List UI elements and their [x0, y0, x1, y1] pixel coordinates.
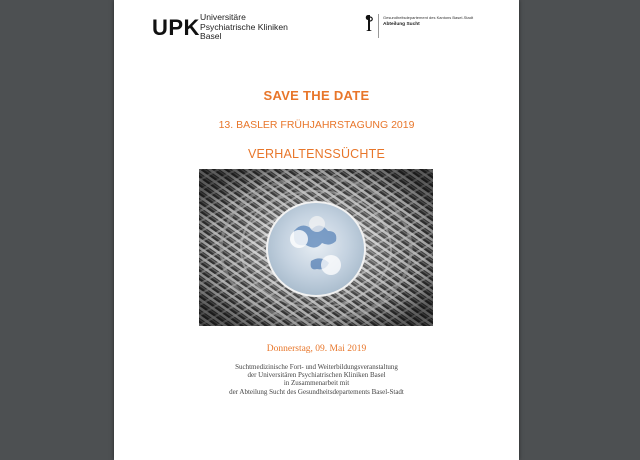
description-line: in Zusammenarbeit mit — [283, 379, 350, 388]
description-line: der Abteilung Sucht des Gesundheitsdepartements Basel-Stadt — [229, 387, 404, 396]
gov-logo-divider — [378, 14, 379, 38]
conference-theme: VERHALTENSSÜCHTE — [247, 147, 386, 161]
upk-logo-line: Psychiatrische Kliniken — [200, 21, 288, 32]
gov-department: Gesundheitsdepartement des Kantons Basel-Stadt — [383, 15, 474, 20]
description-line: der Universitären Psychiatrischen Kliniken Basel — [247, 371, 386, 380]
event-description — [114, 363, 519, 396]
document-page — [114, 0, 519, 460]
description-line: Suchtmedizinische Fort- und Weiterbildungsveranstaltung — [235, 363, 398, 371]
upk-logo-mark: UPK — [152, 15, 200, 40]
gov-unit: Abteilung Sucht — [383, 22, 420, 27]
gov-logo-text — [383, 15, 473, 29]
conference-title: 13. BASLER FRÜHJAHRSTAGUNG 2019 — [218, 119, 415, 131]
upk-logo-text — [200, 13, 288, 42]
upk-logo-line: Basel — [200, 31, 222, 42]
basel-staff-icon — [364, 14, 374, 32]
architecture-photo — [199, 169, 433, 326]
upk-logo-line: Universitäre — [200, 12, 246, 22]
building-oculus-image — [199, 169, 433, 326]
event-date: Donnerstag, 09. Mai 2019 — [266, 344, 367, 354]
save-the-date-heading: SAVE THE DATE — [263, 88, 370, 103]
